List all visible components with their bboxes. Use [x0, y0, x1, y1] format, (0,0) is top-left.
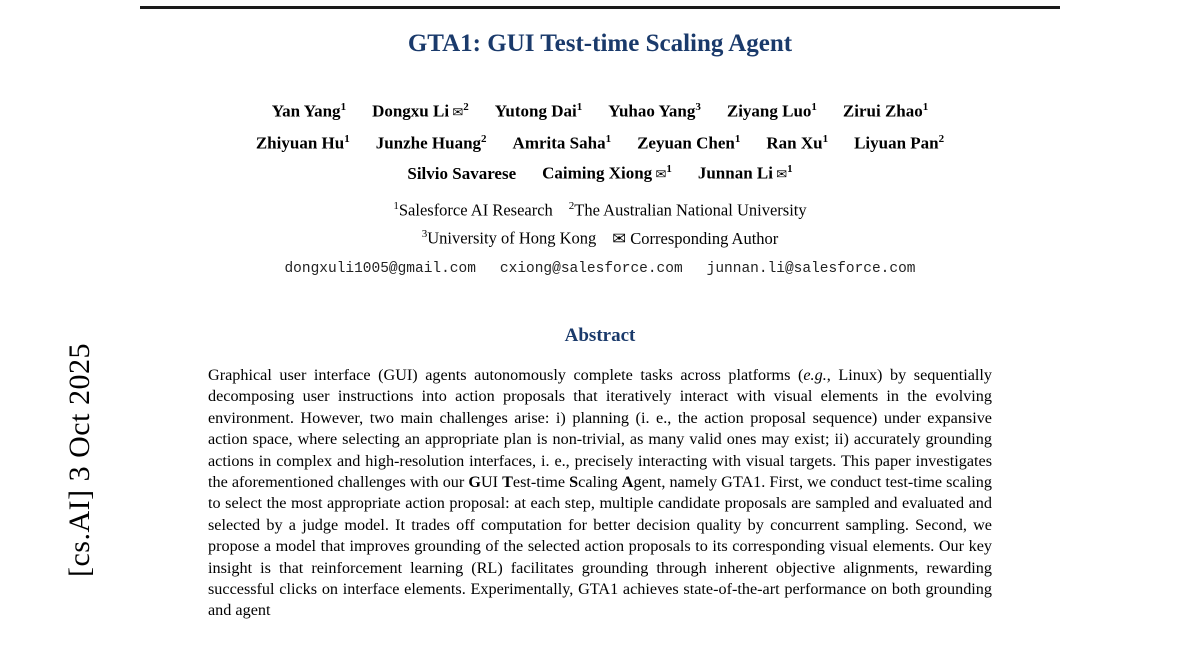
email-link[interactable]: cxiong@salesforce.com	[499, 260, 683, 277]
email-link[interactable]: junnan.li@salesforce.com	[706, 260, 916, 277]
envelope-icon: ✉	[652, 166, 667, 182]
abstract-text-span: caling	[578, 473, 622, 491]
author-affiliation-marker: 1	[344, 132, 350, 145]
author-affiliation-marker: 2	[481, 132, 487, 145]
author-name: Yutong Dai$^1$	[494, 101, 583, 121]
author-affiliation-marker: 1	[734, 132, 741, 145]
abstract-text-span: UI	[480, 473, 503, 491]
paper-page	[140, 0, 1060, 648]
abstract-text-span: gent, namely GTA1. First, we conduct test-time scaling to select the most appropriate action proposal: at each step, multiple candidate proposals are sampled and evaluated and selected by a judge model. It trades off computation for better decision quality by concurrent sampling. Second, we propose a model that improves grounding of the selected action proposals to its corresponding visual elements. Our key insight is that reinforcement learning (RL) facilitates grounding through inherent objective alignments, rewarding successful clicks on interface elements. Experimentally, GTA1 achieves state-of-the-art performance on both grounding and agent	[208, 473, 992, 620]
author-name: Junnan Li ✉$^1$	[697, 163, 793, 183]
author-name: Junzhe Huang$^2$	[375, 132, 487, 153]
author-affiliation-marker: 1	[811, 101, 817, 113]
abstract-text	[208, 365, 992, 622]
envelope-icon: ✉	[772, 166, 788, 182]
envelope-icon: ✉	[612, 228, 631, 248]
author-name: Yan Yang$^1$	[271, 101, 347, 121]
author-name: Ran Xu$^1$	[766, 132, 829, 153]
affiliation-row	[140, 222, 1060, 251]
affiliation-marker: 2	[568, 199, 575, 212]
affiliations	[140, 194, 1060, 251]
abstract-text-span: S	[569, 473, 579, 491]
author-name: Silvio Savarese	[407, 163, 517, 183]
author-row	[140, 156, 1060, 188]
author-name: Yuhao Yang$^3$	[608, 101, 701, 121]
abstract-text-span: A	[621, 473, 634, 491]
author-affiliation-marker: 1	[576, 101, 583, 113]
author-name: Amrita Saha$^1$	[512, 132, 612, 153]
affiliation-entry: $^2$The Australian National University	[568, 199, 807, 220]
author-name: Zeyuan Chen$^1$	[637, 132, 741, 153]
arxiv-stamp-text: [cs.AI] 3 Oct 2025	[63, 343, 96, 577]
abstract-text-span: est-time	[512, 473, 570, 491]
author-name: Zhiyuan Hu$^1$	[255, 132, 350, 153]
author-list	[140, 94, 1060, 188]
abstract-text-span: T	[502, 473, 513, 491]
affiliation-marker: 3	[421, 228, 428, 241]
abstract-text-span: e.g.	[803, 365, 827, 384]
envelope-icon: ✉	[449, 104, 464, 120]
author-affiliation-marker: 2	[463, 101, 469, 113]
page-title: GTA1: GUI Test-time Scaling Agent	[407, 30, 793, 57]
author-name: Liyuan Pan$^2$	[854, 132, 945, 153]
author-name: Ziyang Luo$^1$	[726, 101, 817, 121]
affiliation-row	[140, 194, 1060, 223]
contact-emails	[140, 261, 1060, 277]
author-affiliation-marker: 1	[822, 132, 829, 145]
abstract-text-span: G	[468, 473, 481, 491]
abstract-text-span: Graphical user interface (GUI) agents autonomously complete tasks across platforms (	[208, 365, 804, 384]
author-affiliation-marker: 1	[605, 132, 612, 145]
affiliation-entry: $^3$University of Hong Kong	[421, 228, 597, 248]
author-affiliation-marker: 1	[922, 101, 929, 113]
author-affiliation-marker: 1	[340, 101, 347, 113]
author-affiliation-marker: 1	[787, 163, 793, 176]
abstract-heading: Abstract	[564, 324, 636, 346]
author-name: Caiming Xiong ✉$^1$	[542, 163, 672, 183]
author-affiliation-marker: 1	[666, 163, 672, 176]
abstract-text-span: , Linux) by sequentially decomposing user instructions into action proposals that iteratively interact with visual elements in the evolving environment. However, two main challenges arise: i) planning (i. e., the action proposal sequence) under expansive action space, where selecting an appropriate plan is non-trivial, as many valid ones may exist; ii) accurately grounding actions in complex and high-resolution interfaces, i. e., precisely interacting with visual targets. This paper investigates the aforementioned challenges with our	[208, 365, 992, 491]
email-link[interactable]: dongxuli1005@gmail.com	[284, 260, 476, 277]
author-name: Dongxu Li ✉$^2$	[372, 101, 469, 121]
affiliation-marker: 1	[393, 199, 399, 212]
author-affiliation-marker: 2	[938, 132, 945, 145]
affiliation-entry: ✉ Corresponding Author	[612, 228, 779, 248]
author-name: Zirui Zhao$^1$	[842, 101, 929, 121]
author-affiliation-marker: 3	[695, 101, 701, 113]
author-row	[140, 126, 1060, 157]
affiliation-entry: $^1$Salesforce AI Research	[393, 199, 553, 220]
author-row	[140, 94, 1060, 126]
arxiv-sidebar-stamp	[0, 0, 96, 648]
